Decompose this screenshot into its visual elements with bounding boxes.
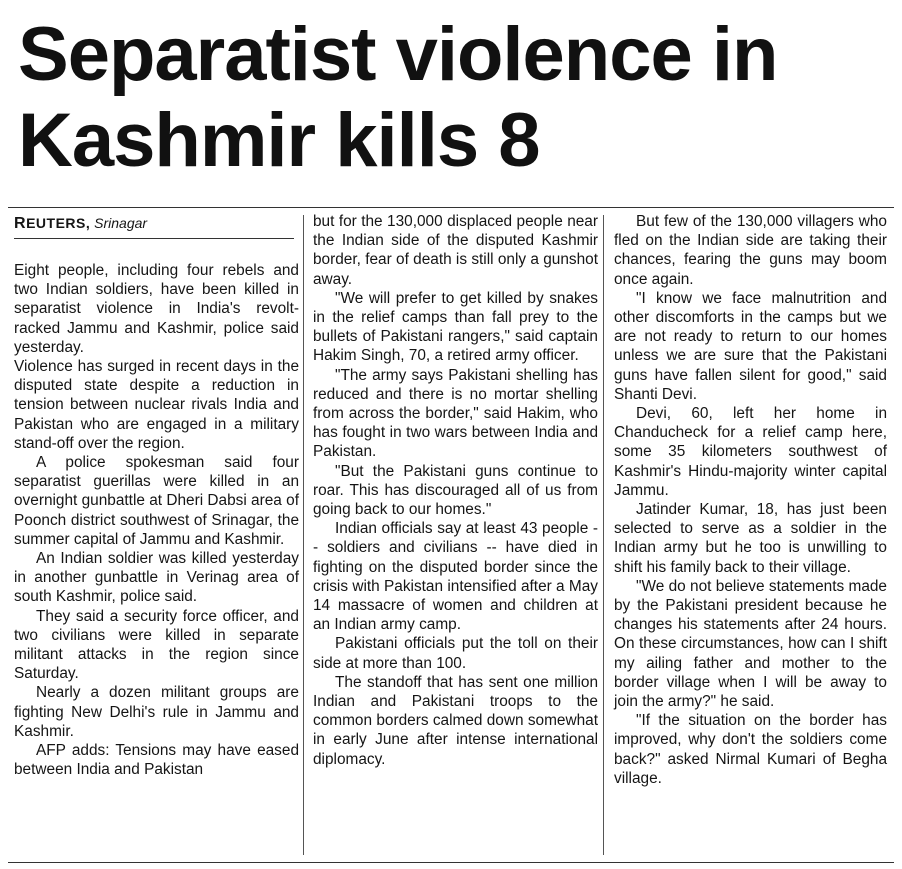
paragraph: Nearly a dozen militant groups are fighting New Delhi's rule in Jammu and Kashmir. (14, 684, 299, 740)
paragraph: "The army says Pakistani shelling has reduced and there is no mortar shelling from across the border," said Hakim, who has fought in two wars between India and Pakistan. (313, 366, 598, 461)
column-1 (14, 212, 299, 779)
column-divider-1 (303, 215, 304, 855)
paragraph: But few of the 130,000 villagers who fled on the Indian side are taking their chances, fearing the guns may boom once again. (614, 213, 887, 288)
paragraph: The standoff that has sent one million Indian and Pakistani troops to the common borders calmed down somewhat in early June after intense international diplomacy. (313, 673, 598, 768)
byline (14, 212, 299, 235)
byline-agency: REUTERS, (14, 215, 91, 232)
paragraph: "I know we face malnutrition and other discomforts in the camps but we are not ready to return to our homes unless we are sure that the Pakistani guns have fallen silent for good," said Shanti Devi. (614, 289, 887, 403)
byline-rule (14, 238, 294, 239)
bottom-rule (8, 862, 894, 863)
paragraph: "We will prefer to get killed by snakes in the relief camps than fall prey to the bullets of Pakistani rangers," said captain Hakim Singh, 70, a retired army officer. (313, 289, 598, 365)
headline-line-2: Kashmir kills 8 (18, 98, 540, 183)
top-rule (8, 207, 894, 208)
paragraph: but for the 130,000 displaced people near the Indian side of the disputed Kashmir border, fear of death is still only a gunshot away. (313, 213, 598, 288)
paragraph: A police spokesman said four separatist guerillas were killed in an overnight gunbattle at Dheri Dabsi area of Poonch district southwest of Srinagar, the summer capital of Jammu and Kashmir. (14, 454, 299, 548)
paragraph: Devi, 60, left her home in Chanducheck for a relief camp here, some 35 kilometers southwest of Kashmir's Hindu-majority winter capital Jammu. (614, 405, 887, 499)
column-3 (614, 212, 887, 788)
byline-place: Srinagar (94, 215, 148, 231)
paragraph: Indian officials say at least 43 people -- soldiers and civilians -- have died in fighting on the disputed border since the crisis with Pakistan intensified after a May 14 massacre of women and children at an Indian army camp. (313, 520, 598, 634)
paragraph: "But the Pakistani guns continue to roar. This has discouraged all of us from going back to our homes." (313, 462, 598, 519)
paragraph: "We do not believe statements made by the Pakistani president because he changes his statements after 24 hours. On these circumstances, how can I shift my ailing father and mother to the border village when I will be away to join the army?" he said. (614, 577, 887, 711)
column-divider-2 (603, 215, 604, 855)
paragraph: Eight people, including four rebels and two Indian soldiers, have been killed in separatist violence in India's revolt-racked Jammu and Kashmir, police said yesterday. (14, 262, 299, 356)
paragraph: "If the situation on the border has improved, why don't the soldiers come back?" asked Nirmal Kumari of Begha village. (614, 712, 887, 787)
paragraph: Violence has surged in recent days in the disputed state despite a reduction in tension between nuclear rivals India and Pakistan who are engaged in a military stand-off over the region. (14, 358, 299, 452)
column-2 (313, 212, 598, 769)
paragraph: Pakistani officials put the toll on their side at more than 100. (313, 635, 598, 672)
paragraph: AFP adds: Tensions may have eased between India and Pakistan (14, 742, 299, 779)
paragraph: An Indian soldier was killed yesterday in another gunbattle in Verinag area of south Kashmir, police said. (14, 550, 299, 606)
paragraph: They said a security force officer, and two civilians were killed in separate militant attacks in the region since Saturday. (14, 607, 299, 683)
headline-line-1: Separatist violence in (18, 12, 778, 97)
headline (18, 12, 888, 184)
paragraph: Jatinder Kumar, 18, has just been selected to serve as a soldier in the Indian army but he too is unwilling to shift his family back to their village. (614, 501, 887, 576)
